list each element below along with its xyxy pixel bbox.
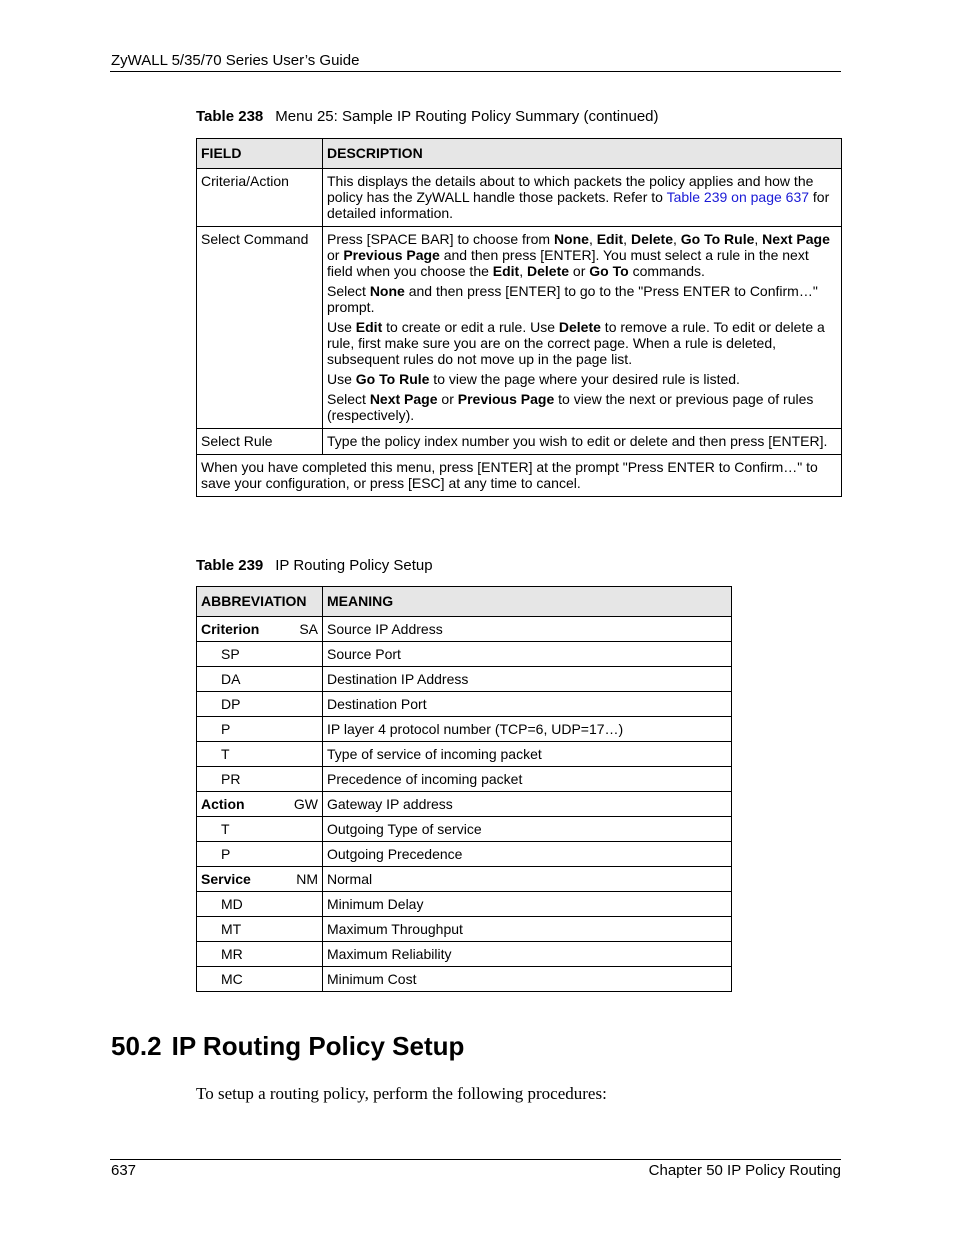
meaning-cell: Maximum Reliability [323, 942, 732, 967]
table-238-title: Menu 25: Sample IP Routing Policy Summary (continued) [275, 108, 659, 125]
description-text: Use [327, 371, 356, 387]
keyword: Previous Page [457, 391, 555, 407]
meaning-cell: Outgoing Precedence [323, 842, 732, 867]
body-paragraph: To setup a routing policy, perform the following procedures: [196, 1084, 607, 1103]
abbreviation: DP [221, 696, 241, 712]
meaning-cell: Source IP Address [323, 617, 732, 642]
table-239-caption [196, 557, 433, 574]
description-text: , [519, 263, 528, 279]
description-text: and then press [ENTER] to go to the "Press ENTER to Confirm…" prompt. [327, 283, 818, 315]
description-text: , [754, 231, 763, 247]
abbreviation: GW [293, 796, 318, 812]
section-number: 50.2 [111, 1031, 162, 1061]
table-row [197, 429, 842, 455]
abbreviation-cell [197, 817, 323, 842]
meaning-cell: Precedence of incoming packet [323, 767, 732, 792]
meaning-cell: Destination IP Address [323, 667, 732, 692]
description-text: to create or edit a rule. Use [382, 319, 559, 335]
description-cell: Type the policy index number you wish to edit or delete and then press [ENTER]. [323, 429, 842, 455]
abbreviation: MC [221, 971, 243, 987]
abbreviation: MR [221, 946, 243, 962]
table-238 [196, 138, 842, 497]
footer-rule [110, 1159, 841, 1160]
table-note-row [197, 455, 842, 497]
description-text: or [327, 247, 344, 263]
description-text: Use [327, 319, 356, 335]
table-238-caption [196, 108, 659, 125]
page-number: 637 [111, 1162, 137, 1179]
abbreviation-cell [197, 692, 323, 717]
keyword: Edit [596, 231, 624, 247]
keyword: Previous Page [343, 247, 440, 263]
table-row [197, 717, 732, 742]
meaning-cell: Type of service of incoming packet [323, 742, 732, 767]
description-text: and then press [ENTER]. You must select a rule in the next field when you choose the [327, 247, 809, 279]
abbreviation-cell [197, 642, 323, 667]
abbreviation: MD [221, 896, 243, 912]
abbreviation: SA [299, 621, 318, 637]
keyword: Delete [558, 319, 601, 335]
description-text: , [623, 231, 631, 247]
meaning-cell: Maximum Throughput [323, 917, 732, 942]
keyword: Edit [492, 263, 520, 279]
keyword: None [553, 231, 589, 247]
abbreviation: MT [221, 921, 242, 937]
abbreviation-cell [197, 892, 323, 917]
meaning-cell: Gateway IP address [323, 792, 732, 817]
table-row [197, 767, 732, 792]
abbreviation-cell [197, 967, 323, 992]
abbreviation: SP [221, 646, 240, 662]
table-row [197, 617, 732, 642]
table-row [197, 817, 732, 842]
keyword: Go To [589, 263, 629, 279]
table-row [197, 942, 732, 967]
table-row [197, 967, 732, 992]
description-cell [323, 227, 842, 429]
description-text: Press [SPACE BAR] to choose from [327, 231, 554, 247]
running-header-title: ZyWALL 5/35/70 Series User’s Guide [111, 52, 360, 69]
keyword: Delete [630, 231, 673, 247]
group-label: Action [201, 796, 245, 812]
description-text: to view the next or previous page of rules (respectively). [327, 391, 814, 423]
abbreviation-cell [197, 867, 323, 892]
description-text: commands. [628, 263, 705, 279]
description-paragraph [327, 283, 837, 315]
keyword: Next Page [369, 391, 438, 407]
abbreviation: PR [221, 771, 241, 787]
table-row [197, 792, 732, 817]
description-text: for detailed information. [327, 189, 830, 221]
section-title: IP Routing Policy Setup [171, 1031, 465, 1061]
table-row [197, 867, 732, 892]
description-text: to remove a rule. To edit or delete a rule, first make sure you are on the correct page. When a rule is deleted, subsequent rules do not move up in the page list. [327, 319, 825, 367]
keyword: Go To Rule [355, 371, 430, 387]
description-text: to view the page where your desired rule is listed. [429, 371, 740, 387]
field-cell: Select Command [197, 227, 323, 429]
description-text: , [588, 231, 597, 247]
meaning-cell: Outgoing Type of service [323, 817, 732, 842]
table-239-header-row [197, 587, 732, 617]
description-text: , [672, 231, 681, 247]
description-cell [323, 169, 842, 227]
column-header-abbreviation: ABBREVIATION [197, 587, 323, 617]
column-header-description: DESCRIPTION [323, 139, 842, 169]
table-239 [196, 586, 732, 992]
abbreviation-cell [197, 942, 323, 967]
abbreviation: P [221, 721, 231, 737]
abbreviation-cell [197, 742, 323, 767]
keyword: None [369, 283, 405, 299]
description-paragraph [327, 231, 837, 279]
abbreviation: T [221, 821, 230, 837]
keyword: Delete [527, 263, 570, 279]
table-239-label: Table 239 [196, 557, 264, 574]
description-text: Select [327, 283, 370, 299]
chapter-title: Chapter 50 IP Policy Routing [648, 1162, 841, 1179]
abbreviation: DA [221, 671, 241, 687]
abbreviation: P [221, 846, 231, 862]
meaning-cell: Destination Port [323, 692, 732, 717]
description-text: or [569, 263, 590, 279]
table-239-link[interactable]: Table 239 on page 637 [666, 189, 810, 205]
meaning-cell: IP layer 4 protocol number (TCP=6, UDP=17…) [323, 717, 732, 742]
table-row [197, 692, 732, 717]
table-row [197, 842, 732, 867]
description-paragraph [327, 371, 837, 387]
abbreviation-cell [197, 617, 323, 642]
abbreviation-cell [197, 792, 323, 817]
abbreviation-cell [197, 767, 323, 792]
table-238-header-row [197, 139, 842, 169]
description-text: This displays the details about to which packets the policy applies and how the policy has the ZyWALL handle those packets. Refer to [327, 173, 814, 205]
abbreviation-cell [197, 667, 323, 692]
group-label: Criterion [201, 621, 260, 637]
abbreviation-cell [197, 842, 323, 867]
description-paragraph [327, 319, 837, 367]
abbreviation: NM [296, 871, 318, 887]
table-row [197, 742, 732, 767]
meaning-cell: Minimum Cost [323, 967, 732, 992]
keyword: Go To Rule [680, 231, 755, 247]
meaning-cell: Source Port [323, 642, 732, 667]
table-239-title: IP Routing Policy Setup [275, 557, 433, 574]
description-text: or [437, 391, 458, 407]
column-header-meaning: MEANING [323, 587, 732, 617]
table-note: When you have completed this menu, press [ENTER] at the prompt "Press ENTER to Confirm…" to save your configuration, or press [ESC] at any time to cancel. [197, 455, 842, 497]
section-heading [111, 1031, 464, 1062]
description-text: Select [327, 391, 370, 407]
table-row [197, 169, 842, 227]
table-row [197, 227, 842, 429]
abbreviation-cell [197, 717, 323, 742]
field-cell: Select Rule [197, 429, 323, 455]
description-paragraph [327, 391, 837, 423]
table-row [197, 642, 732, 667]
keyword: Edit [355, 319, 383, 335]
column-header-field: FIELD [197, 139, 323, 169]
abbreviation: T [221, 746, 230, 762]
table-row [197, 892, 732, 917]
table-238-label: Table 238 [196, 108, 264, 125]
abbreviation-cell [197, 917, 323, 942]
table-row [197, 667, 732, 692]
meaning-cell: Normal [323, 867, 732, 892]
table-row [197, 917, 732, 942]
field-cell: Criteria/Action [197, 169, 323, 227]
group-label: Service [201, 871, 251, 887]
meaning-cell: Minimum Delay [323, 892, 732, 917]
header-rule [110, 71, 841, 72]
keyword: Next Page [762, 231, 830, 247]
